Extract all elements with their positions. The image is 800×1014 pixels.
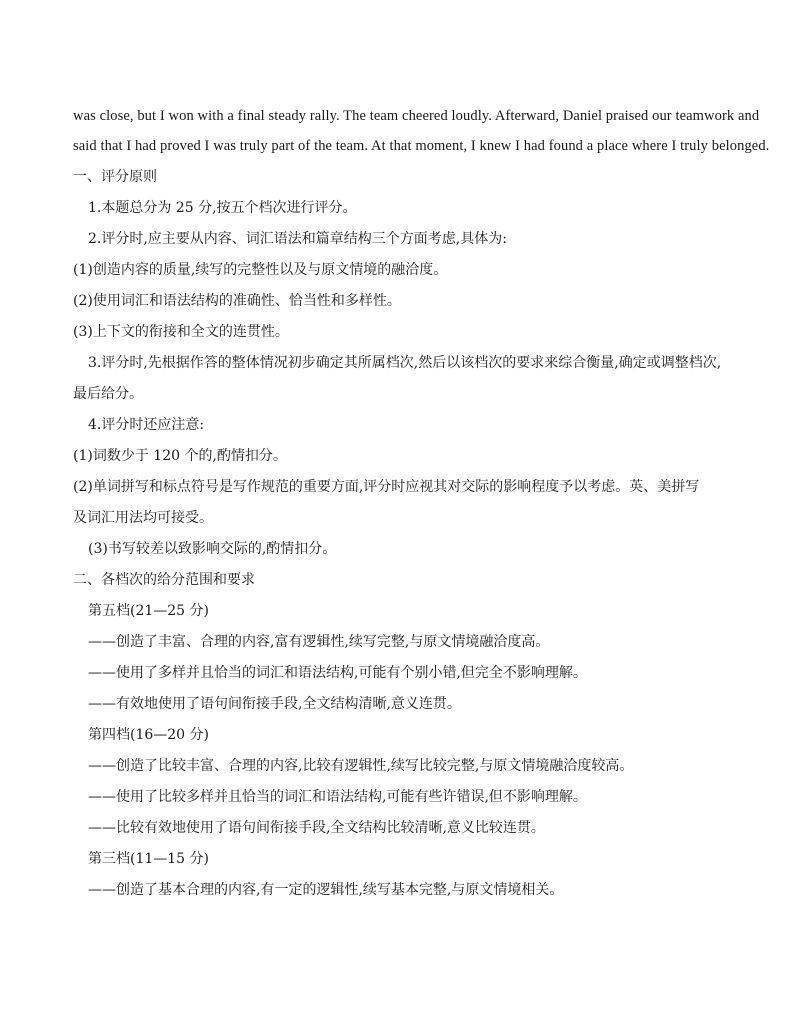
- tier-5-point-3: ——有效地使用了语句间衔接手段,全文结构清晰,意义连贯。: [88, 696, 461, 712]
- tier-5-point-2: ——使用了多样并且恰当的词汇和语法结构,可能有个别小错,但完全不影响理解。: [88, 665, 587, 681]
- tier-title-5: 第五档(21—25 分): [88, 603, 210, 619]
- tier-title-4: 第四档(16—20 分): [88, 727, 210, 743]
- principle-item-2: 2.评分时,应主要从内容、词汇语法和篇章结构三个方面考虑,具体为:: [88, 231, 507, 247]
- principle-item-4: 4.评分时还应注意:: [88, 417, 205, 433]
- principle-item-2-3: (3)上下文的衔接和全文的连贯性。: [73, 324, 289, 340]
- tier-3-point-1: ——创造了基本合理的内容,有一定的逻辑性,续写基本完整,与原文情境相关。: [88, 882, 564, 898]
- principle-item-4-3: (3)书写较差以致影响交际的,酌情扣分。: [88, 541, 337, 557]
- tier-4-point-2: ——使用了比较多样并且恰当的词汇和语法结构,可能有些许错误,但不影响理解。: [88, 789, 587, 805]
- principle-item-4-1: (1)词数少于 120 个的,酌情扣分。: [73, 448, 287, 464]
- tier-5-point-1: ——创造了丰富、合理的内容,富有逻辑性,续写完整,与原文情境融洽度高。: [88, 634, 550, 650]
- principle-item-2-1: (1)创造内容的质量,续写的完整性以及与原文情境的融洽度。: [73, 262, 448, 278]
- section-heading-principles: 一、评分原则: [73, 169, 157, 185]
- section-heading-tiers: 二、各档次的给分范围和要求: [73, 572, 255, 588]
- principle-item-2-2: (2)使用词汇和语法结构的准确性、恰当性和多样性。: [73, 293, 401, 309]
- tier-title-3: 第三档(11—15 分): [88, 851, 210, 867]
- principle-item-4-2-cont: 及词汇用法均可接受。: [73, 510, 213, 526]
- principle-item-1: 1.本题总分为 25 分,按五个档次进行评分。: [88, 200, 357, 216]
- principle-item-3-cont: 最后给分。: [73, 386, 143, 402]
- principle-item-3: 3.评分时,先根据作答的整体情况初步确定其所属档次,然后以该档次的要求来综合衡量,确定或调整档次,: [88, 355, 722, 371]
- tier-4-point-1: ——创造了比较丰富、合理的内容,比较有逻辑性,续写比较完整,与原文情境融洽度较高。: [88, 758, 634, 774]
- essay-line-1: was close, but I won with a final steady rally. The team cheered loudly. Afterward, Daniel praised our teamwork and: [73, 108, 760, 124]
- principle-item-4-2: (2)单词拼写和标点符号是写作规范的重要方面,评分时应视其对交际的影响程度予以考虑。英、美拼写: [73, 479, 700, 495]
- tier-4-point-3: ——比较有效地使用了语句间衔接手段,全文结构比较清晰,意义比较连贯。: [88, 820, 545, 836]
- essay-line-2: said that I had proved I was truly part of the team. At that moment, I knew I had found a place where I truly belonged.: [73, 138, 770, 154]
